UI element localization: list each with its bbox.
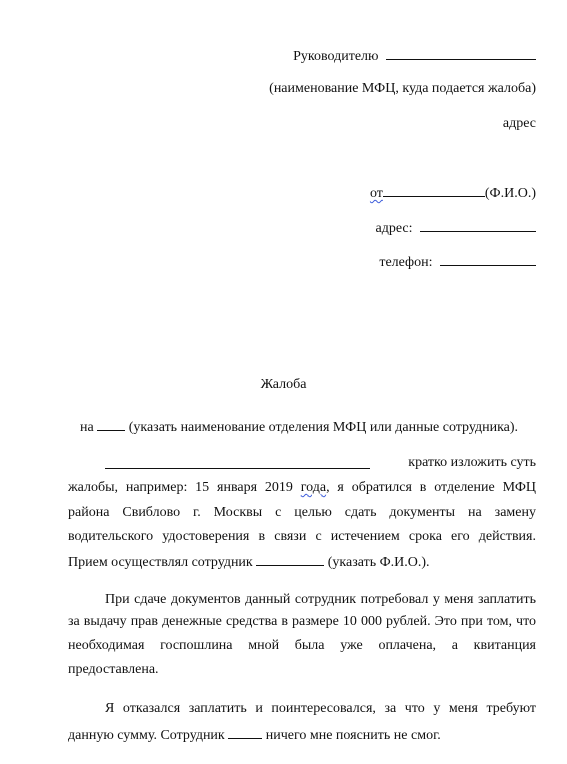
p1-line5-b: (указать Ф.И.О.). xyxy=(327,555,430,570)
p1-line2-word: года xyxy=(300,480,327,495)
p3-line2-b: ничего мне пояснить не смог. xyxy=(265,728,441,743)
p1-line1-tail: кратко изложить суть xyxy=(408,455,536,470)
p1-line2 xyxy=(68,480,536,496)
p1-line1-blank-wrap xyxy=(105,455,370,474)
subject-blank xyxy=(97,417,125,431)
p2-line4: предоставлена. xyxy=(68,662,159,677)
p3-line2 xyxy=(68,725,441,744)
address-blank xyxy=(420,218,536,232)
recipient-line xyxy=(293,46,536,65)
phone-blank xyxy=(440,252,536,266)
p3-line2-a: данную сумму. Сотрудник xyxy=(68,728,225,743)
address-word: адрес xyxy=(502,116,536,131)
p2-line3: необходимая госпошлина мной была уже оплачена, а квитанция xyxy=(68,638,536,653)
p1-line5-a: Прием осуществлял сотрудник xyxy=(68,555,253,570)
recipient-hint: (наименование МФЦ, куда подается жалоба) xyxy=(269,81,536,96)
p1-line3: района Свиблово г. Москвы с целью сдать документы на замену xyxy=(68,505,536,520)
subject-line xyxy=(80,417,518,436)
p1-line5-blank xyxy=(256,552,324,566)
p1-line2-a: жалобы, например: 15 января 2019 xyxy=(68,480,293,495)
phone-line xyxy=(379,252,536,271)
from-line xyxy=(370,183,536,202)
p3-line1: Я отказался заплатить и поинтересовался, за что у меня требуют xyxy=(105,701,536,716)
subject-prefix: на xyxy=(80,420,94,435)
from-suffix: (Ф.И.О.) xyxy=(484,186,536,201)
recipient-blank xyxy=(386,46,536,60)
p1-line2-b: , я обратился в отделение МФЦ xyxy=(326,480,536,495)
phone-label: телефон: xyxy=(379,255,433,270)
from-blank xyxy=(383,183,485,197)
p1-blank xyxy=(105,455,370,469)
from-prefix: от xyxy=(369,186,383,201)
address-line xyxy=(375,218,536,237)
p2-line1: При сдаче документов данный сотрудник потребовал у меня заплатить xyxy=(105,592,536,607)
address-label: адрес: xyxy=(375,221,413,236)
p1-line4: водительского удостоверения в связи с истечением срока его действия. xyxy=(68,529,536,544)
p3-line2-blank xyxy=(228,725,262,739)
p1-line5 xyxy=(68,552,430,571)
recipient-label: Руководителю xyxy=(293,49,379,64)
subject-text: (указать наименование отделения МФЦ или данные сотрудника). xyxy=(128,420,519,435)
document-title: Жалоба xyxy=(260,377,307,392)
p2-line2: за выдачу прав денежные средства в размере 10 000 рублей. Это при том, что xyxy=(68,614,536,629)
